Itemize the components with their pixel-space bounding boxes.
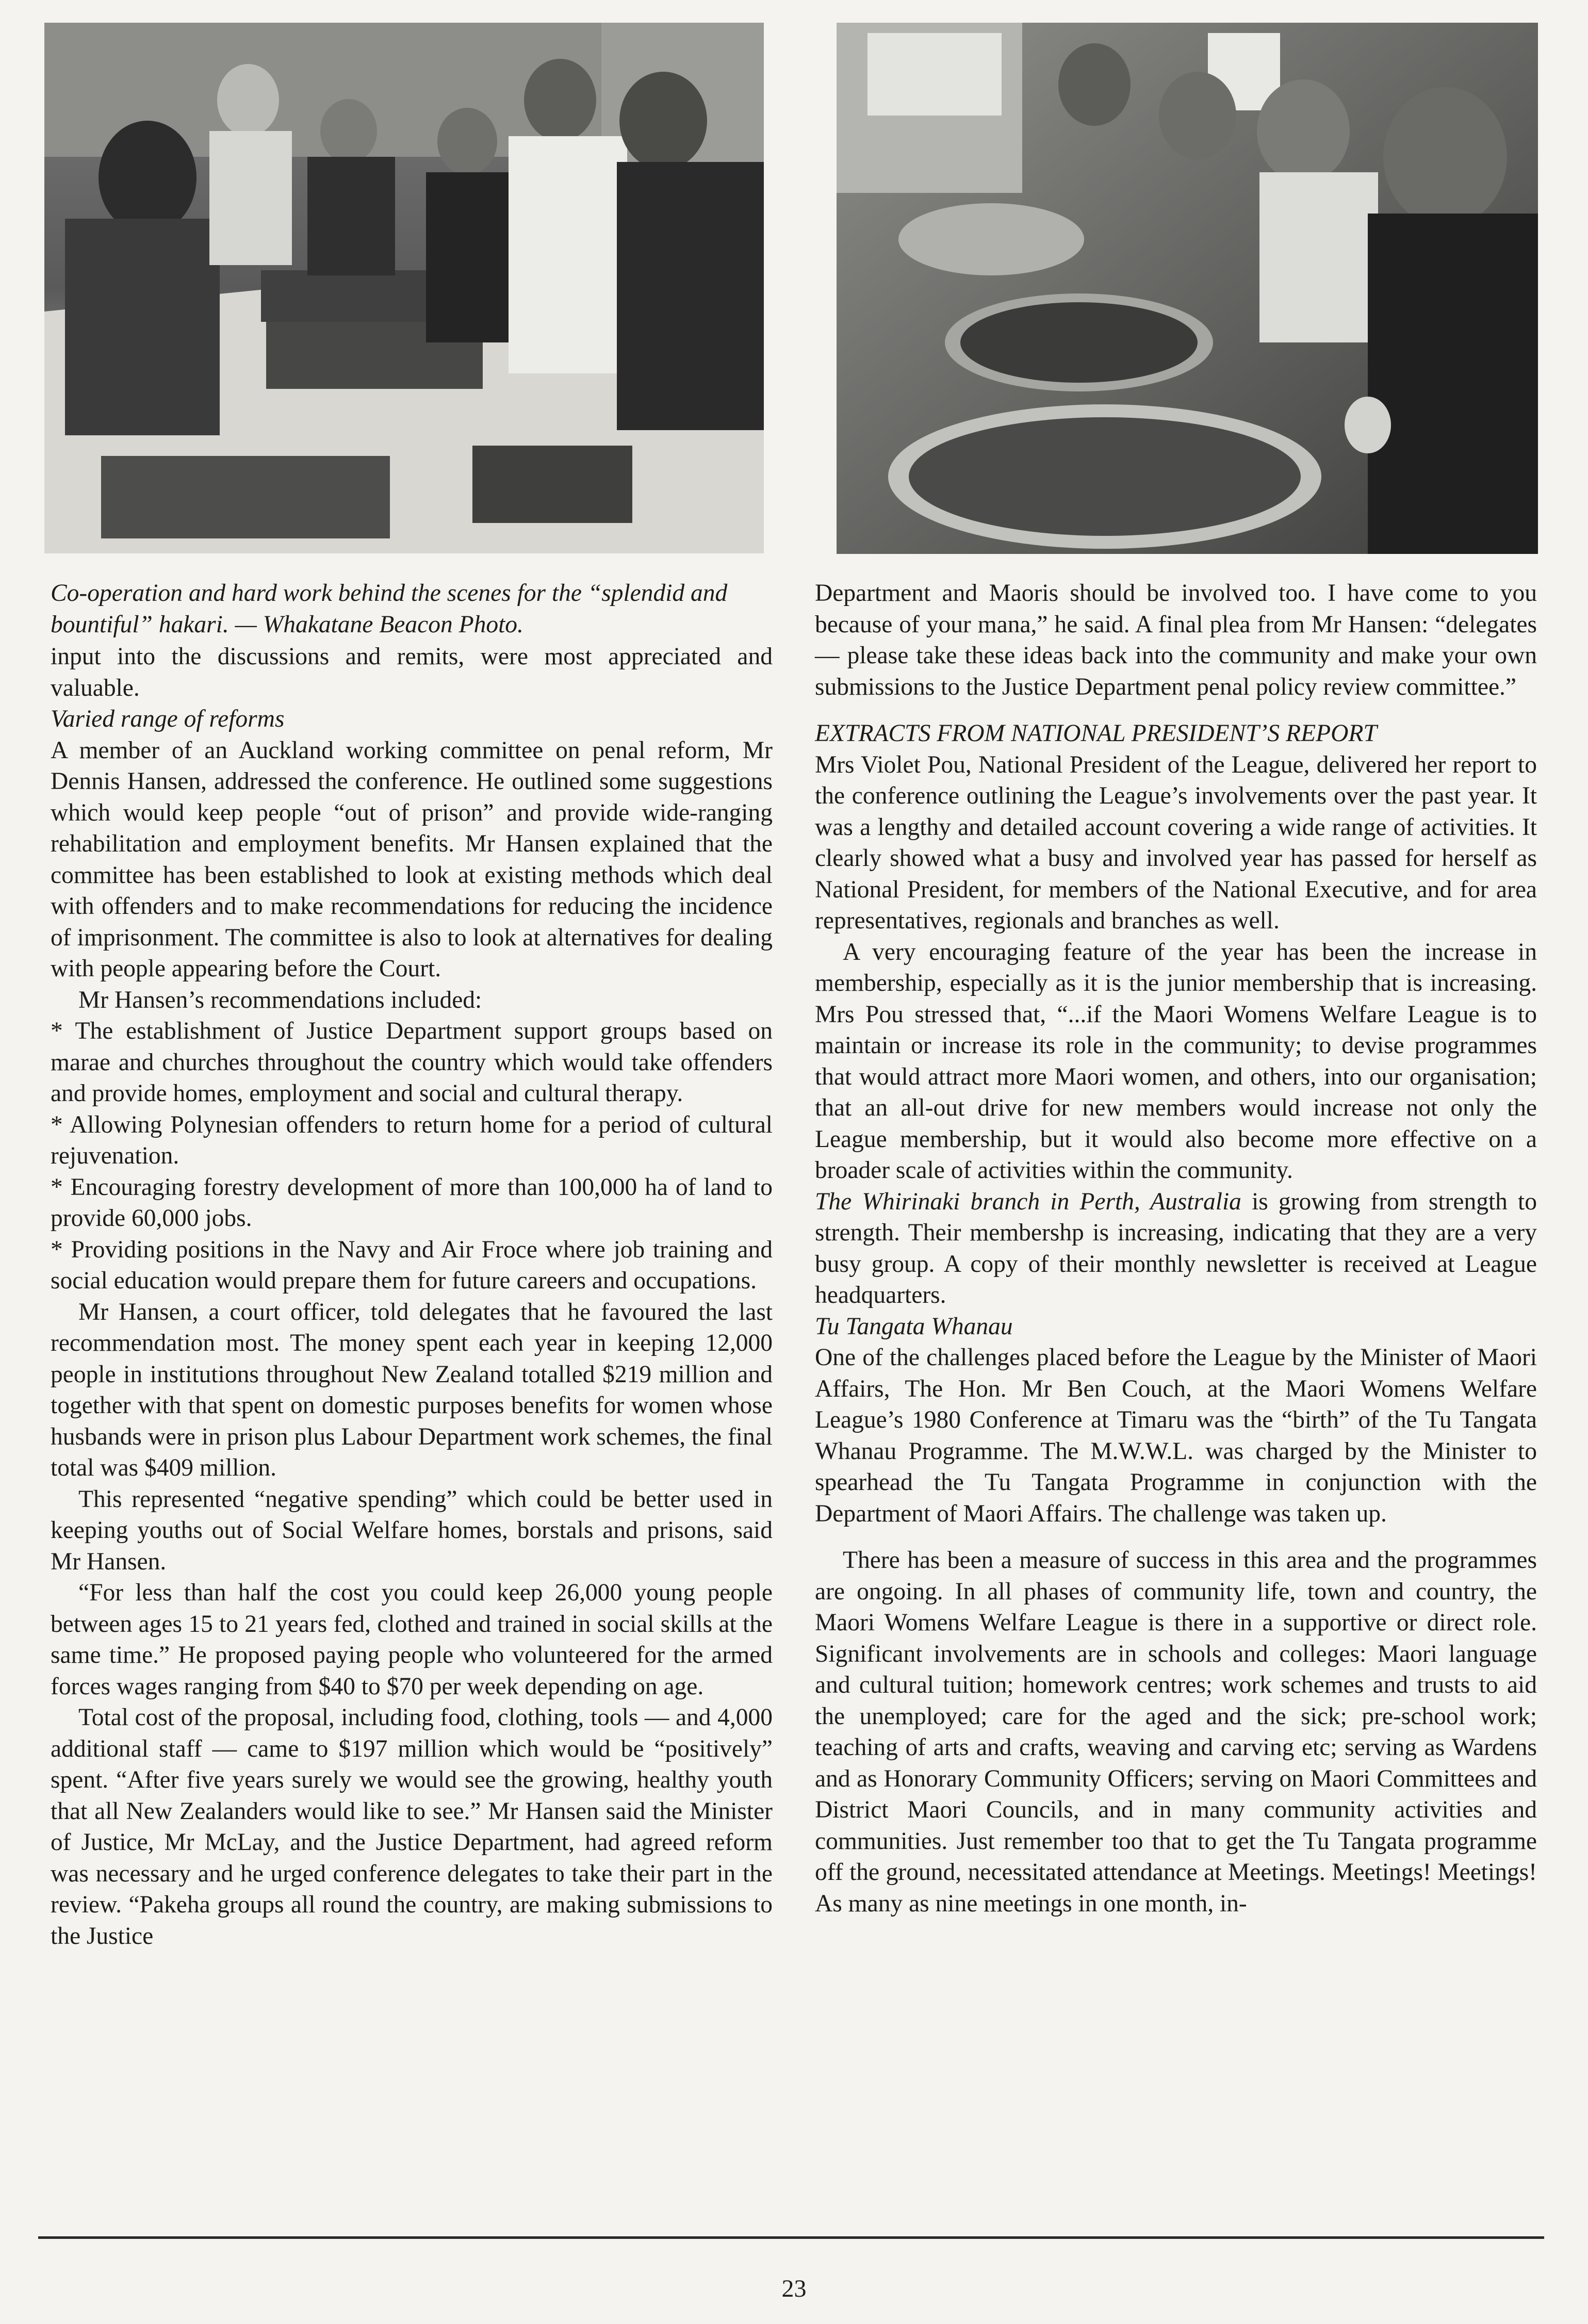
paragraph: A member of an Auckland working committee on penal reform, Mr Dennis Hansen, addressed the conference. He outlined some suggestions which would keep people “out of prison” and provide wide-ranging rehabilitation and employment benefits. Mr Hansen explained that the committee has been established to look at existing methods which deal with offenders and to make recommendations for reducing the incidence of imprisonment. The committee is also to look at alternatives for dealing with people appearing before the Court.	[51, 737, 773, 982]
bullet-item: * Providing positions in the Navy and Air Froce where job training and social education would prepare them for future careers and occupations.	[51, 1236, 773, 1294]
paragraph: A very encouraging feature of the year has been the increase in membership, especially as it is the junior membership that is increasing. Mrs Pou stressed that, “...if the Maori Womens Welfare League is to maintain or increase its role in the community; to devise programmes that would attract more Maori women, and others, into our organisation; that an all-out drive for new members would increase not only the League membership, but it would also become more effective on a broader scale of activities within the community.	[815, 938, 1537, 1184]
paragraph: There has been a measure of success in this area and the programmes are ongoing. In all phases of community life, town and country, the Maori Womens Welfare League is there in a supportive or direct role. Significant involvements are in schools and colleges: Maori language and cultural tuition; homework centres; work schemes and trusts to aid the unemployed; care for the aged and the sick; pre-school work; teaching of arts and crafts, weaving and carving etc; serving as Wardens and as Honorary Community Officers; serving on Maori Committees and District Maori Councils, and in many community activities and communities. Just remember too that to get the Tu Tangata programme off the ground, necessitated attendance at Meetings. Meetings! Meetings! As many as nine meetings in one month, in-	[815, 1547, 1537, 1917]
bullet-item: * The establishment of Justice Department support groups based on marae and churches throughout the country which would take offenders and provide homes, employment and social and cultural therapy.	[51, 1018, 773, 1107]
left-column	[51, 578, 773, 1952]
paragraph: “For less than half the cost you could keep 26,000 young people between ages 15 to 21 years fed, clothed and trained in social skills at the same time.” He proposed paying people who volunteered for the armed forces wages ranging from $40 to $70 per week depending on age.	[51, 1579, 773, 1700]
men-preparing-food-icon	[44, 23, 764, 553]
bullet-item: * Encouraging forestry development of more than 100,000 ha of land to provide 60,000 jobs.	[51, 1173, 773, 1232]
paragraph: This represented “negative spending” which could be better used in keeping youths out of Social Welfare homes, borstals and prisons, said Mr Hansen.	[51, 1485, 773, 1575]
paragraph: Mrs Violet Pou, National President of the League, delivered her report to the conference outlining the League’s involvements over the past year. It was a lengthy and detailed account covering a wide range of activities. It clearly showed what a busy and involved year has passed for herself as National President, for members of the National Executive, and for area representatives, regionals and branches as well.	[815, 751, 1537, 934]
subheading-varied-reforms: Varied range of reforms	[51, 706, 285, 732]
paragraph-whirinaki	[815, 1186, 1537, 1311]
section-heading-extracts: EXTRACTS FROM NATIONAL PRESIDENT’S REPORT	[815, 720, 1377, 747]
photo-caption: Co-operation and hard work behind the scenes for the “splendid and bountiful” hakari. — Whakatane Beacon Photo.	[51, 580, 728, 638]
paragraph: Mr Hansen, a court officer, told delegates that he favoured the last recommendation most. The money spent each year in keeping 12,000 people in institutions throughout New Zealand totalled $219 million and together with that spent on domestic purposes benefits for women whose husbands were in prison plus Labour Department work schemes, the final total was $409 million.	[51, 1298, 773, 1481]
paragraph: Total cost of the proposal, including food, clothing, tools — and 4,000 additional staff — came to $197 million which would be “positively” spent. “After five years surely we would see the growing, healthy youth that all New Zealanders would like to see.” Mr Hansen said the Minister of Justice, Mr McLay, and the Justice Department, had agreed reform was necessary and he urged conference delegates to take their part in the review. “Pakeha groups all round the country, are making submissions to the Justice	[51, 1704, 773, 1950]
photo-men-preparing-hakari	[44, 23, 764, 553]
paragraph: One of the challenges placed before the League by the Minister of Maori Affairs, The Hon. Mr Ben Couch, at the Maori Womens Welfare League’s 1980 Conference at Timaru was the “birth” of the Tu Tangata Whanau Programme. The M.W.W.L. was charged by the Minister to spearhead the Tu Tangata Programme in conjunction with the Department of Maori Affairs. The challenge was taken up.	[815, 1344, 1537, 1527]
bullet-item: * Allowing Polynesian offenders to return home for a period of cultural rejuvenation.	[51, 1111, 773, 1169]
whirinaki-text: is growing from strength to strength. Their membershp is increasing, indicating that they are a very busy group. A copy of their monthly newsletter is received at League headquarters.	[815, 1188, 1537, 1308]
subheading-tu-tangata: Tu Tangata Whanau	[815, 1313, 1013, 1340]
page-number: 23	[781, 2275, 807, 2302]
paragraph: Department and Maoris should be involved too. I have come to you because of your mana,” he said. A final plea from Mr Hansen: “delegates — please take these ideas back into the community and make your own submissions to the Justice Department penal policy review committee.”	[815, 580, 1537, 700]
photo-women-serving-food	[837, 23, 1538, 554]
footer-rule	[38, 2236, 1544, 2239]
women-serving-food-icon	[837, 23, 1538, 554]
paragraph: Mr Hansen’s recommendations included:	[78, 986, 482, 1013]
whirinaki-branch-name: The Whirinaki branch in Perth, Australia	[815, 1188, 1241, 1215]
right-column	[815, 578, 1537, 1919]
paragraph: input into the discussions and remits, were most appreciated and valuable.	[51, 643, 773, 701]
